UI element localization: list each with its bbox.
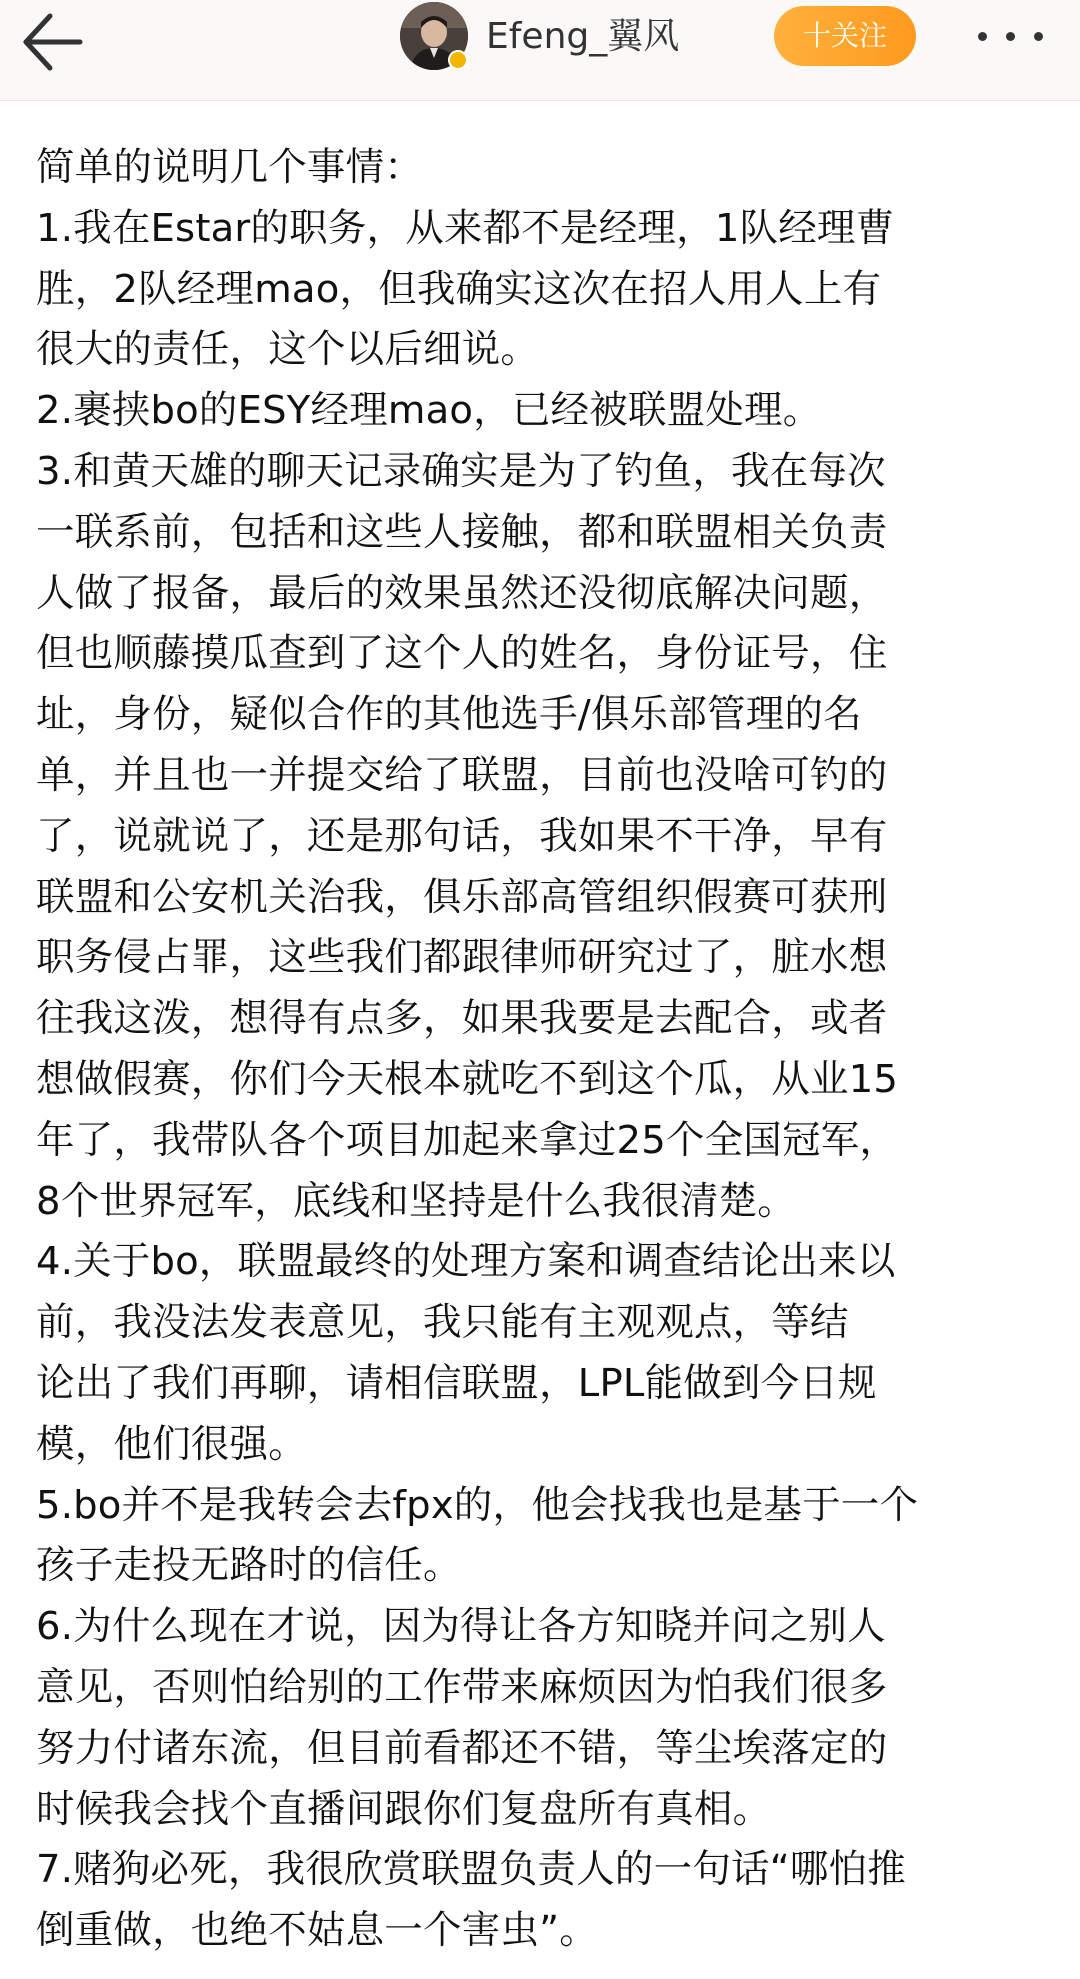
post-line: 址，身份，疑似合作的其他选手/俱乐部管理的名 (36, 692, 862, 738)
back-arrow-icon[interactable] (18, 8, 108, 88)
post-line: 职务侵占罪，这些我们都跟律师研究过了，脏水想 (36, 935, 888, 981)
more-dots-icon[interactable] (966, 14, 1056, 58)
post-line: 人做了报备，最后的效果虽然还没彻底解决问题， (36, 570, 888, 616)
post-line: 时候我会找个直播间跟你们复盘所有真相。 (36, 1786, 772, 1832)
post-line: 7.赌狗必死，我很欣赏联盟负责人的一句话“哪怕推 (36, 1847, 906, 1893)
post-line: 但也顺藤摸瓜查到了这个人的姓名，身份证号，住 (36, 631, 888, 677)
post-line: 孩子走投无路时的信任。 (36, 1543, 462, 1589)
post-line: 联盟和公安机关治我，俱乐部高管组织假赛可获刑 (36, 874, 888, 920)
post-line: 单，并且也一并提交给了联盟，目前也没啥可钓的 (36, 752, 888, 798)
post-line: 6.为什么现在才说，因为得让各方知晓并问之别人 (36, 1604, 886, 1650)
post-line: 5.bo并不是我转会去fpx的，他会找我也是基于一个 (36, 1482, 919, 1528)
verified-badge-icon (448, 50, 468, 70)
top-navigation-bar (0, 0, 1080, 101)
post-line: 往我这泼，想得有点多，如果我要是去配合，或者 (36, 996, 888, 1042)
username[interactable]: Efeng_翼风 (486, 16, 680, 57)
post-line: 很大的责任，这个以后细说。 (36, 327, 540, 373)
post-line: 4.关于bo，联盟最终的处理方案和调查结论出来以 (36, 1239, 896, 1285)
post-line: 年了，我带队各个项目加起来拿过25个全国冠军， (36, 1117, 899, 1163)
post-line: 2.裹挟bo的ESY经理mao，已经被联盟处理。 (36, 388, 822, 434)
post-line: 论出了我们再聊，请相信联盟，LPL能做到今日规 (36, 1360, 877, 1406)
post-line: 简单的说明几个事情： (36, 145, 424, 190)
post-line: 一联系前，包括和这些人接触，都和联盟相关负责 (36, 509, 888, 555)
post-line: 模，他们很强。 (36, 1421, 307, 1467)
post-line: 努力付诸东流，但目前看都还不错，等尘埃落定的 (36, 1725, 888, 1771)
post-body (36, 138, 1056, 1962)
post-line: 8个世界冠军，底线和坚持是什么我很清楚。 (36, 1178, 796, 1224)
post-line: 胜，2队经理mao，但我确实这次在招人用人上有 (36, 266, 882, 312)
post-line: 了，说就说了，还是那句话，我如果不干净，早有 (36, 813, 888, 859)
follow-button[interactable]: 十关注 (774, 6, 916, 66)
avatar[interactable] (400, 2, 468, 70)
post-line: 1.我在Estar的职务，从来都不是经理，1队经理曹 (36, 205, 895, 251)
post-line: 3.和黄天雄的聊天记录确实是为了钓鱼，我在每次 (36, 448, 886, 494)
post-line: 倒重做，也绝不姑息一个害虫”。 (36, 1908, 598, 1954)
post-line: 意见，否则怕给别的工作带来麻烦因为怕我们很多 (36, 1664, 888, 1710)
post-line: 前，我没法发表意见，我只能有主观观点，等结 (36, 1300, 849, 1346)
post-line: 想做假赛，你们今天根本就吃不到这个瓜，从业15 (36, 1056, 899, 1102)
